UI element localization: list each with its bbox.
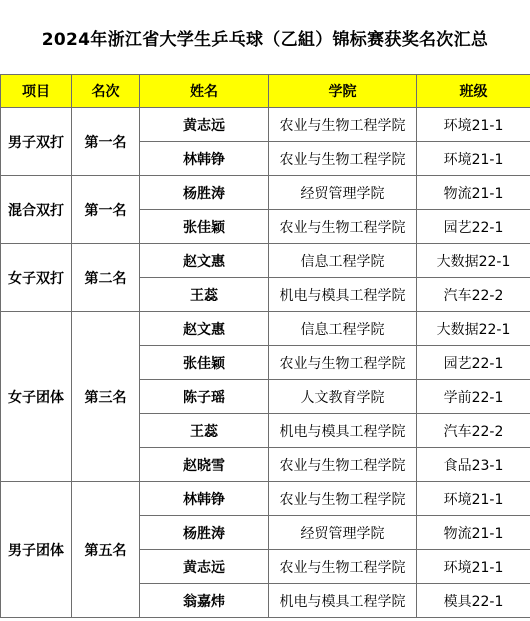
player-class: 园艺22-1 [417,346,530,380]
player-name: 赵晓雪 [140,448,269,482]
table-row [1,482,530,516]
player-class: 物流21-1 [417,516,530,550]
player-name: 陈子瑶 [140,380,269,414]
player-college: 农业与生物工程学院 [269,108,417,142]
column-header-name: 姓名 [140,75,269,108]
player-class: 汽车22-2 [417,414,530,448]
player-name: 杨胜涛 [140,516,269,550]
player-college: 农业与生物工程学院 [269,482,417,516]
player-name: 王蕊 [140,278,269,312]
player-class: 环境21-1 [417,142,530,176]
player-college: 农业与生物工程学院 [269,210,417,244]
rank-cell: 第二名 [72,244,140,312]
rank-cell: 第五名 [72,482,140,618]
player-class: 物流21-1 [417,176,530,210]
player-college: 农业与生物工程学院 [269,550,417,584]
player-class: 汽车22-2 [417,278,530,312]
page-title: 2024年浙江省大学生乒乓球（乙組）锦标赛获奖名次汇总 [41,29,489,50]
player-college: 信息工程学院 [269,244,417,278]
player-college: 人文教育学院 [269,380,417,414]
player-college: 农业与生物工程学院 [269,142,417,176]
player-name: 赵文惠 [140,312,269,346]
player-college: 信息工程学院 [269,312,417,346]
player-name: 王蕊 [140,414,269,448]
table-row [1,244,530,278]
rank-cell: 第一名 [72,176,140,244]
player-name: 林韩铮 [140,142,269,176]
awards-table [0,74,530,618]
player-class: 学前22-1 [417,380,530,414]
player-name: 杨胜涛 [140,176,269,210]
player-name: 黄志远 [140,108,269,142]
event-cell: 男子双打 [1,108,72,176]
rank-cell: 第三名 [72,312,140,482]
table-row [1,176,530,210]
player-name: 翁嘉炜 [140,584,269,618]
player-class: 环境21-1 [417,108,530,142]
event-cell: 混合双打 [1,176,72,244]
column-header-rank: 名次 [72,75,140,108]
player-name: 赵文惠 [140,244,269,278]
player-college: 机电与模具工程学院 [269,414,417,448]
event-cell: 女子团体 [1,312,72,482]
player-class: 食品23-1 [417,448,530,482]
player-class: 大数据22-1 [417,312,530,346]
player-class: 园艺22-1 [417,210,530,244]
event-cell: 女子双打 [1,244,72,312]
player-class: 模具22-1 [417,584,530,618]
player-college: 机电与模具工程学院 [269,584,417,618]
player-college: 机电与模具工程学院 [269,278,417,312]
player-name: 林韩铮 [140,482,269,516]
header-row [1,75,530,108]
player-class: 环境21-1 [417,550,530,584]
player-class: 环境21-1 [417,482,530,516]
player-college: 农业与生物工程学院 [269,346,417,380]
table-row [1,312,530,346]
column-header-event: 项目 [1,75,72,108]
rank-cell: 第一名 [72,108,140,176]
player-college: 经贸管理学院 [269,176,417,210]
table-row [1,108,530,142]
player-college: 农业与生物工程学院 [269,448,417,482]
event-cell: 男子团体 [1,482,72,618]
player-college: 经贸管理学院 [269,516,417,550]
column-header-class: 班级 [417,75,530,108]
player-class: 大数据22-1 [417,244,530,278]
player-name: 黄志远 [140,550,269,584]
column-header-college: 学院 [269,75,417,108]
player-name: 张佳颖 [140,346,269,380]
player-name: 张佳颖 [140,210,269,244]
